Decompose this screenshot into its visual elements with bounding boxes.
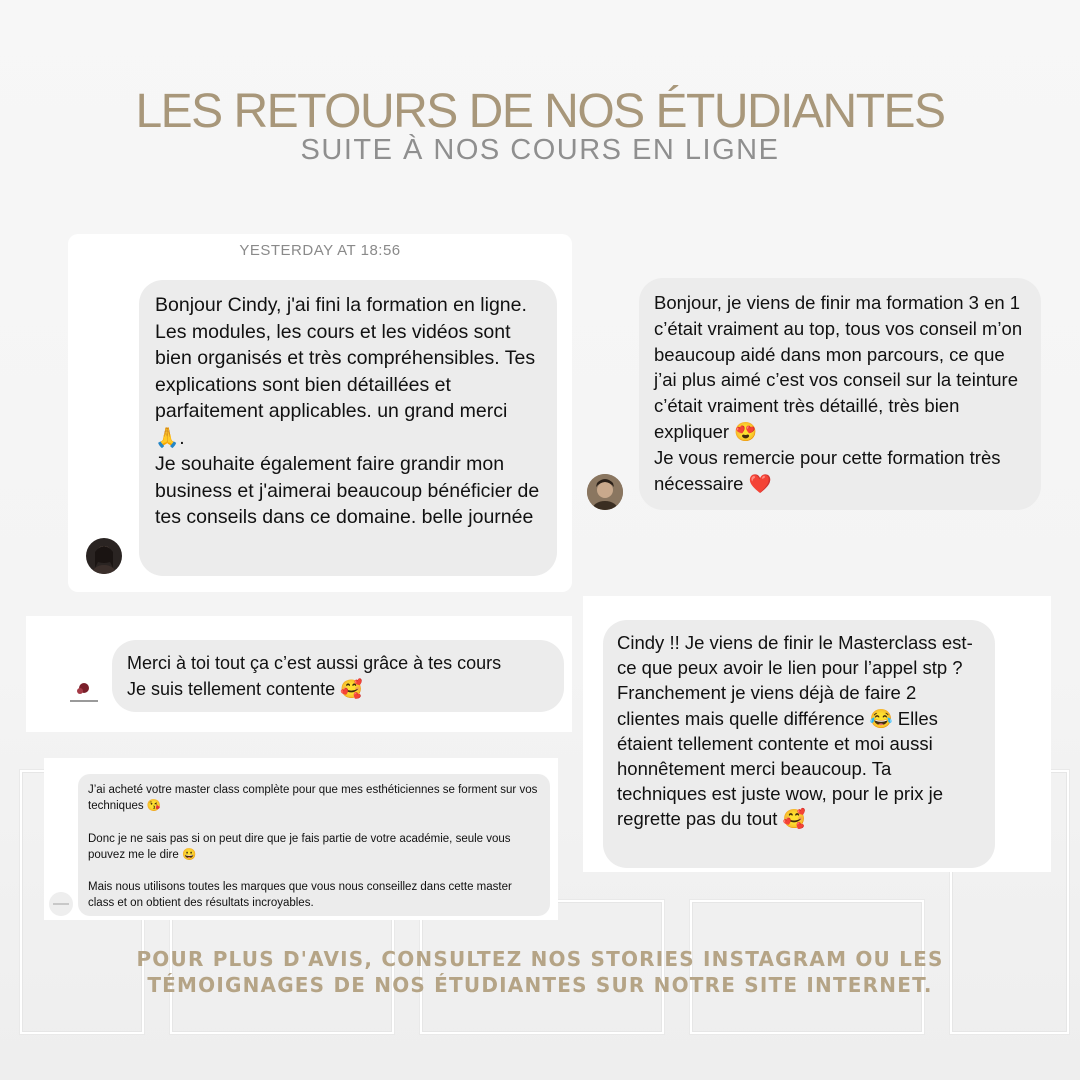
message-timestamp: YESTERDAY AT 18:56 xyxy=(239,242,401,259)
message-bubble: Merci à toi tout ça c’est aussi grâce à tes cours Je suis tellement contente 🥰 xyxy=(112,640,564,712)
message-bubble: Bonjour, je viens de finir ma formation 3 en 1 c’était vraiment au top, tous vos conseil m’on beaucoup aidé dans mon parcours, ce que j’ai plus aimé c’est vos conseil sur la teinture c’était vraiment très détaillé, très bien expliquer 😍 Je vous remercie pour cette formation très nécessaire ❤️ xyxy=(639,278,1041,510)
testimonial-card-5 xyxy=(44,758,558,920)
testimonial-card-3 xyxy=(26,616,572,732)
message-bubble: J’ai acheté votre master class complète pour que mes esthéticiennes se forment sur vos techniques 😘 Donc je ne sais pas si on peut dire que je fais partie de votre académie, seule vous pouvez me le dire 😀 Mais nous utilisons toutes les marques que vous nous conseillez dans cette master class et on obtient des résultats incroyables. xyxy=(78,774,550,916)
avatar xyxy=(49,892,73,916)
testimonial-card-4 xyxy=(583,596,1051,872)
page-subtitle: SUITE À NOS COURS EN LIGNE xyxy=(300,134,780,166)
avatar xyxy=(587,474,623,510)
testimonial-card-2 xyxy=(580,270,1060,520)
message-bubble: Cindy !! Je viens de finir le Masterclass est-ce que peux avoir le lien pour l’appel stp ? Franchement je viens déjà de faire 2 clientes mais quelle différence 😂 Elles étaient tellement contente et moi aussi honnêtement merci beaucoup. Ta techniques est juste wow, pour le prix je regrette pas du tout 🥰 xyxy=(603,620,995,868)
footer-note: POUR PLUS D'AVIS, CONSULTEZ NOS STORIES INSTAGRAM OU LES TÉMOIGNAGES DE NOS ÉTUDIANTES SUR NOTRE SITE INTERNET. xyxy=(136,947,944,997)
testimonial-card-1 xyxy=(68,234,572,592)
page-title: LES RETOURS DE NOS ÉTUDIANTES xyxy=(135,85,945,138)
avatar xyxy=(86,538,122,574)
message-bubble: Bonjour Cindy, j'ai fini la formation en ligne. Les modules, les cours et les vidéos sont bien organisés et très compréhensibles. Tes explications sont bien détaillées et parfaitement applicables. un grand merci 🙏. Je souhaite également faire grandir mon business et j'aimerai beaucoup bénéficier de tes conseils dans ce domaine. belle journée xyxy=(139,280,557,576)
avatar xyxy=(64,674,104,714)
